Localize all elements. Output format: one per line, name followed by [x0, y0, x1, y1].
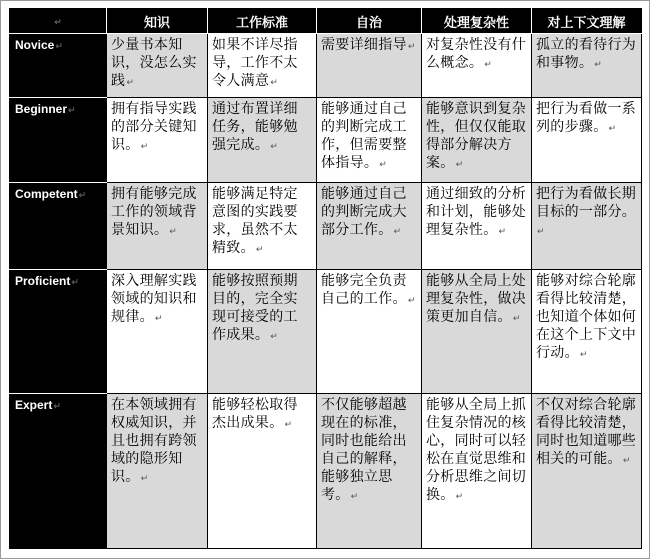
header-knowledge: 知识 [107, 9, 208, 34]
table-cell: 能够轻松取得杰出成果。↵ [208, 394, 317, 549]
table-cell: 能够完全负责自己的工作。↵ [317, 270, 422, 394]
table-row-expert [10, 394, 642, 549]
level-label: Novice↵ [10, 34, 107, 98]
table-cell: 能够通过自己的判断完成工作，但需要整体指导。↵ [317, 98, 422, 183]
table-cell: 深入理解实践领域的知识和规律。↵ [107, 270, 208, 394]
level-label: Competent↵ [10, 183, 107, 270]
table-cell: 拥有指导实践的部分关键知识。↵ [107, 98, 208, 183]
table-cell: 不仅能够超越现在的标准，同时也能给出自己的解释，能够独立思考。↵ [317, 394, 422, 549]
header-work-standard: 工作标准 [208, 9, 317, 34]
table-cell: 能够通过自己的判断完成大部分工作。↵ [317, 183, 422, 270]
table-cell: 对复杂性没有什么概念。↵ [422, 34, 532, 98]
table-cell: 能够对综合轮廓看得比较清楚，也知道个体如何在这个上下文中行动。↵ [532, 270, 642, 394]
header-context: 对上下文理解 [532, 9, 642, 34]
table-row-beginner [10, 98, 642, 183]
table-row-novice [10, 34, 642, 98]
table-cell: 不仅对综合轮廓看得比较清楚，同时也知道哪些相关的可能。↵ [532, 394, 642, 549]
table-cell: 如果不详尽指导，工作不太令人满意↵ [208, 34, 317, 98]
table-cell: 能够满足特定意图的实践要求，虽然不太精致。↵ [208, 183, 317, 270]
table-cell: 拥有能够完成工作的领域背景知识。↵ [107, 183, 208, 270]
table-cell: 需要详细指导↵ [317, 34, 422, 98]
table-cell: 把行为看做一系列的步骤。↵ [532, 98, 642, 183]
table-cell: 能够按照预期目的，完全实现可接受的工作成果。↵ [208, 270, 317, 394]
level-label: Beginner↵ [10, 98, 107, 183]
table-cell: 少量书本知识，没怎么实践↵ [107, 34, 208, 98]
table-cell: 把行为看做长期目标的一部分。↵ [532, 183, 642, 270]
table-row-proficient [10, 270, 642, 394]
table-cell: 通过布置详细任务，能够勉强完成。↵ [208, 98, 317, 183]
header-row [10, 9, 642, 34]
header-corner: ↵ [10, 9, 107, 34]
header-autonomy: 自治 [317, 9, 422, 34]
level-label: Proficient↵ [10, 270, 107, 394]
table-cell: 能够意识到复杂性，但仅仅能取得部分解决方案。↵ [422, 98, 532, 183]
table-cell: 能够从全局上处理复杂性，做决策更加自信。↵ [422, 270, 532, 394]
table-row-competent [10, 183, 642, 270]
header-complexity: 处理复杂性 [422, 9, 532, 34]
table-cell: 在本领域拥有权威知识，并且也拥有跨领域的隐形知识。↵ [107, 394, 208, 549]
table-cell: 孤立的看待行为和事物。↵ [532, 34, 642, 98]
dreyfus-skill-table [9, 8, 642, 549]
level-label: Expert↵ [10, 394, 107, 549]
table-cell: 能够从全局上抓住复杂情况的核心，同时可以轻松在直觉思维和分析思维之间切换。↵ [422, 394, 532, 549]
table-cell: 通过细致的分析和计划，能够处理复杂性。↵ [422, 183, 532, 270]
